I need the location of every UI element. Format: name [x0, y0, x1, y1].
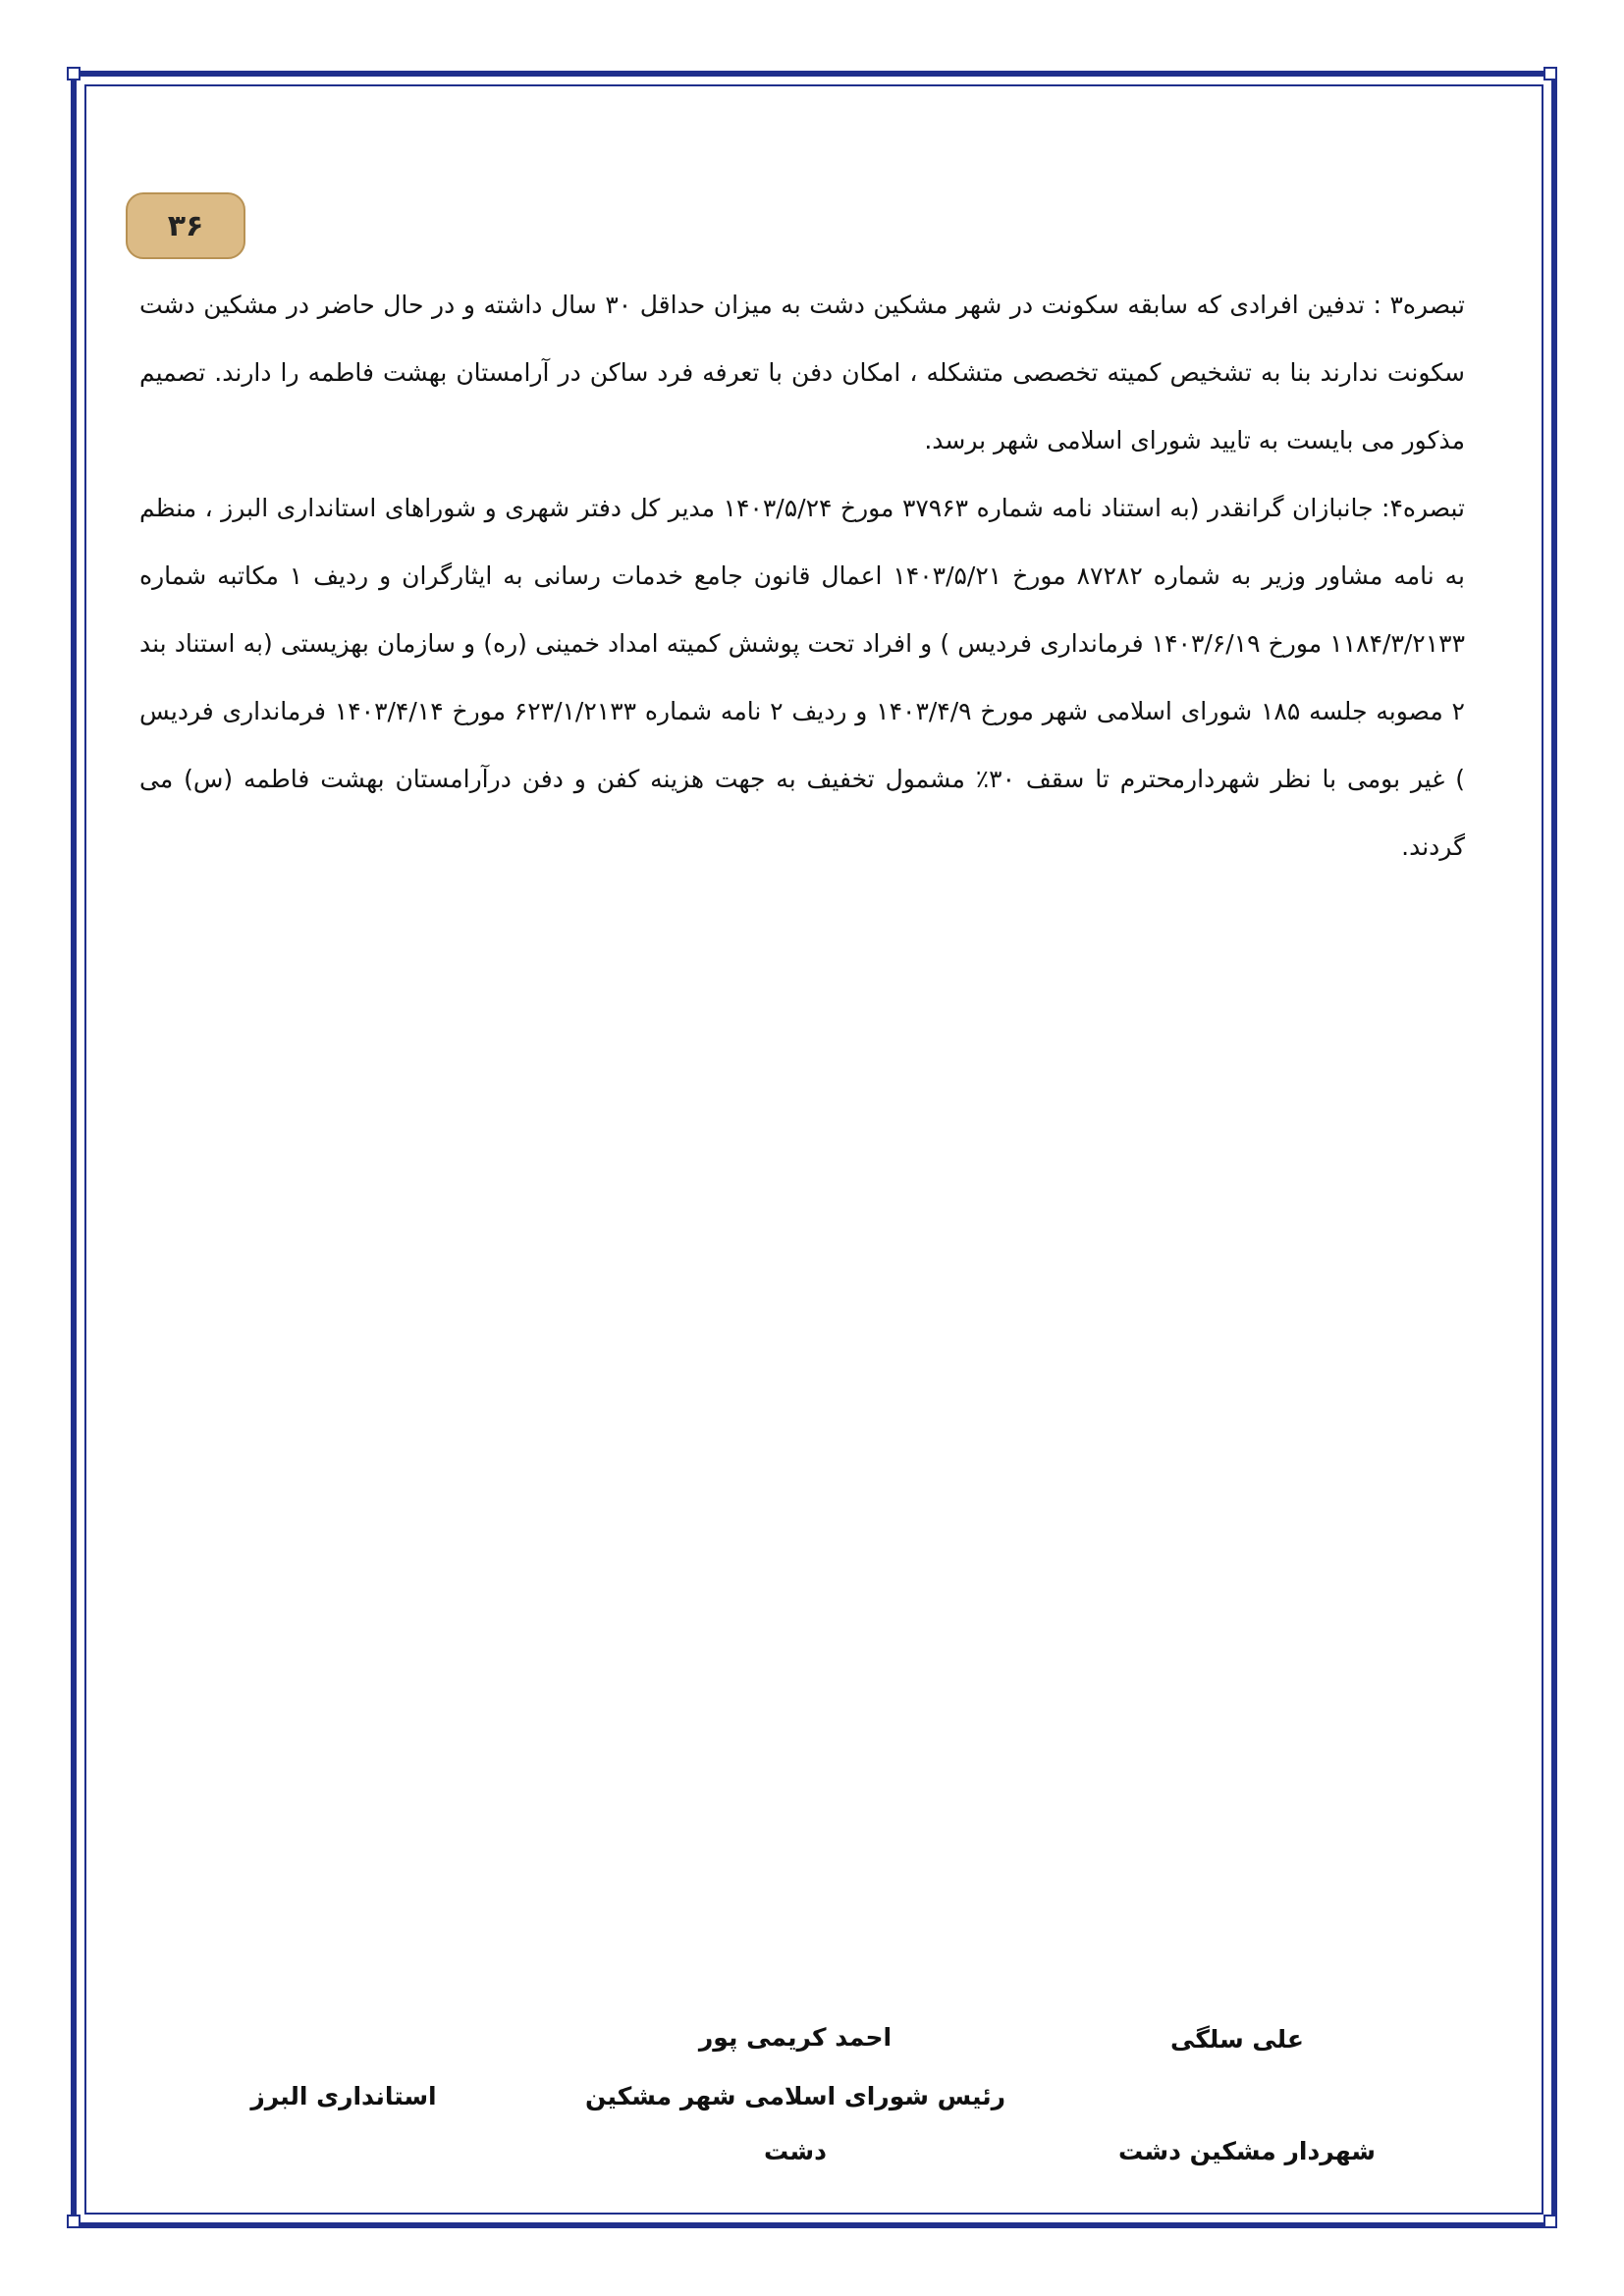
border-corner-ornament — [1543, 2215, 1557, 2228]
page-number-badge: ۳۶ — [126, 192, 245, 259]
border-corner-ornament — [67, 67, 81, 80]
council-chair-title: رئیس شورای اسلامی شهر مشکین — [585, 2082, 1005, 2110]
council-chair-name: احمد کریمی پور — [698, 2023, 893, 2052]
mayor-title: شهردار مشکین دشت — [1118, 2137, 1376, 2165]
governorate-signature: استانداری البرز — [250, 2082, 437, 2110]
note-3-paragraph: تبصره۳ : تدفین افرادی که سابقه سکونت در شهر مشکین دشت به میزان حداقل ۳۰ سال داشته و در حال حاضر در مشکین دشت سکونت ندارند بنا به تشخیص کمیته تخصصی متشکله ، امکان دفن با تعرفه فرد ساکن در آرامستان بهشت فاطمه را دارند. تصمیم مذکور می بایست به تایید شورای اسلامی شهر برسد. — [139, 291, 1465, 454]
border-corner-ornament — [1543, 67, 1557, 80]
mayor-name: علی سلگی — [1170, 2025, 1304, 2054]
note-4-paragraph: تبصره۴: جانبازان گرانقدر (به استناد نامه شماره ۳۷۹۶۳ مورخ ۱۴۰۳/۵/۲۴ مدیر کل دفتر شهری و شوراهای استانداری البرز ، منظم به نامه مشاور وزیر به شماره ۸۷۲۸۲ مورخ ۱۴۰۳/۵/۲۱ اعمال قانون جامع خدمات رسانی به ایثارگران و ردیف ۱ مکاتبه شماره ۱۱۸۴/۳/۲۱۳۳ مورخ ۱۴۰۳/۶/۱۹ فرمانداری فردیس ) و افراد تحت پوشش کمیته امداد خمینی (ره) و سازمان بهزیستی (به استناد بند ۲ مصوبه جلسه ۱۸۵ شورای اسلامی شهر مورخ ۱۴۰۳/۴/۹ و ردیف ۲ نامه شماره ۶۲۳/۱/۲۱۳۳ مورخ ۱۴۰۳/۴/۱۴ فرمانداری فردیس ) غیر بومی با نظر شهردارمحترم تا سقف ۳۰٪ مشمول تخفیف به جهت هزینه کفن و دفن درآرامستان بهشت فاطمه (س) می گردند. — [139, 494, 1465, 861]
council-chair-title-continued: دشت — [764, 2137, 827, 2165]
document-body — [139, 271, 1465, 881]
border-corner-ornament — [67, 2215, 81, 2228]
